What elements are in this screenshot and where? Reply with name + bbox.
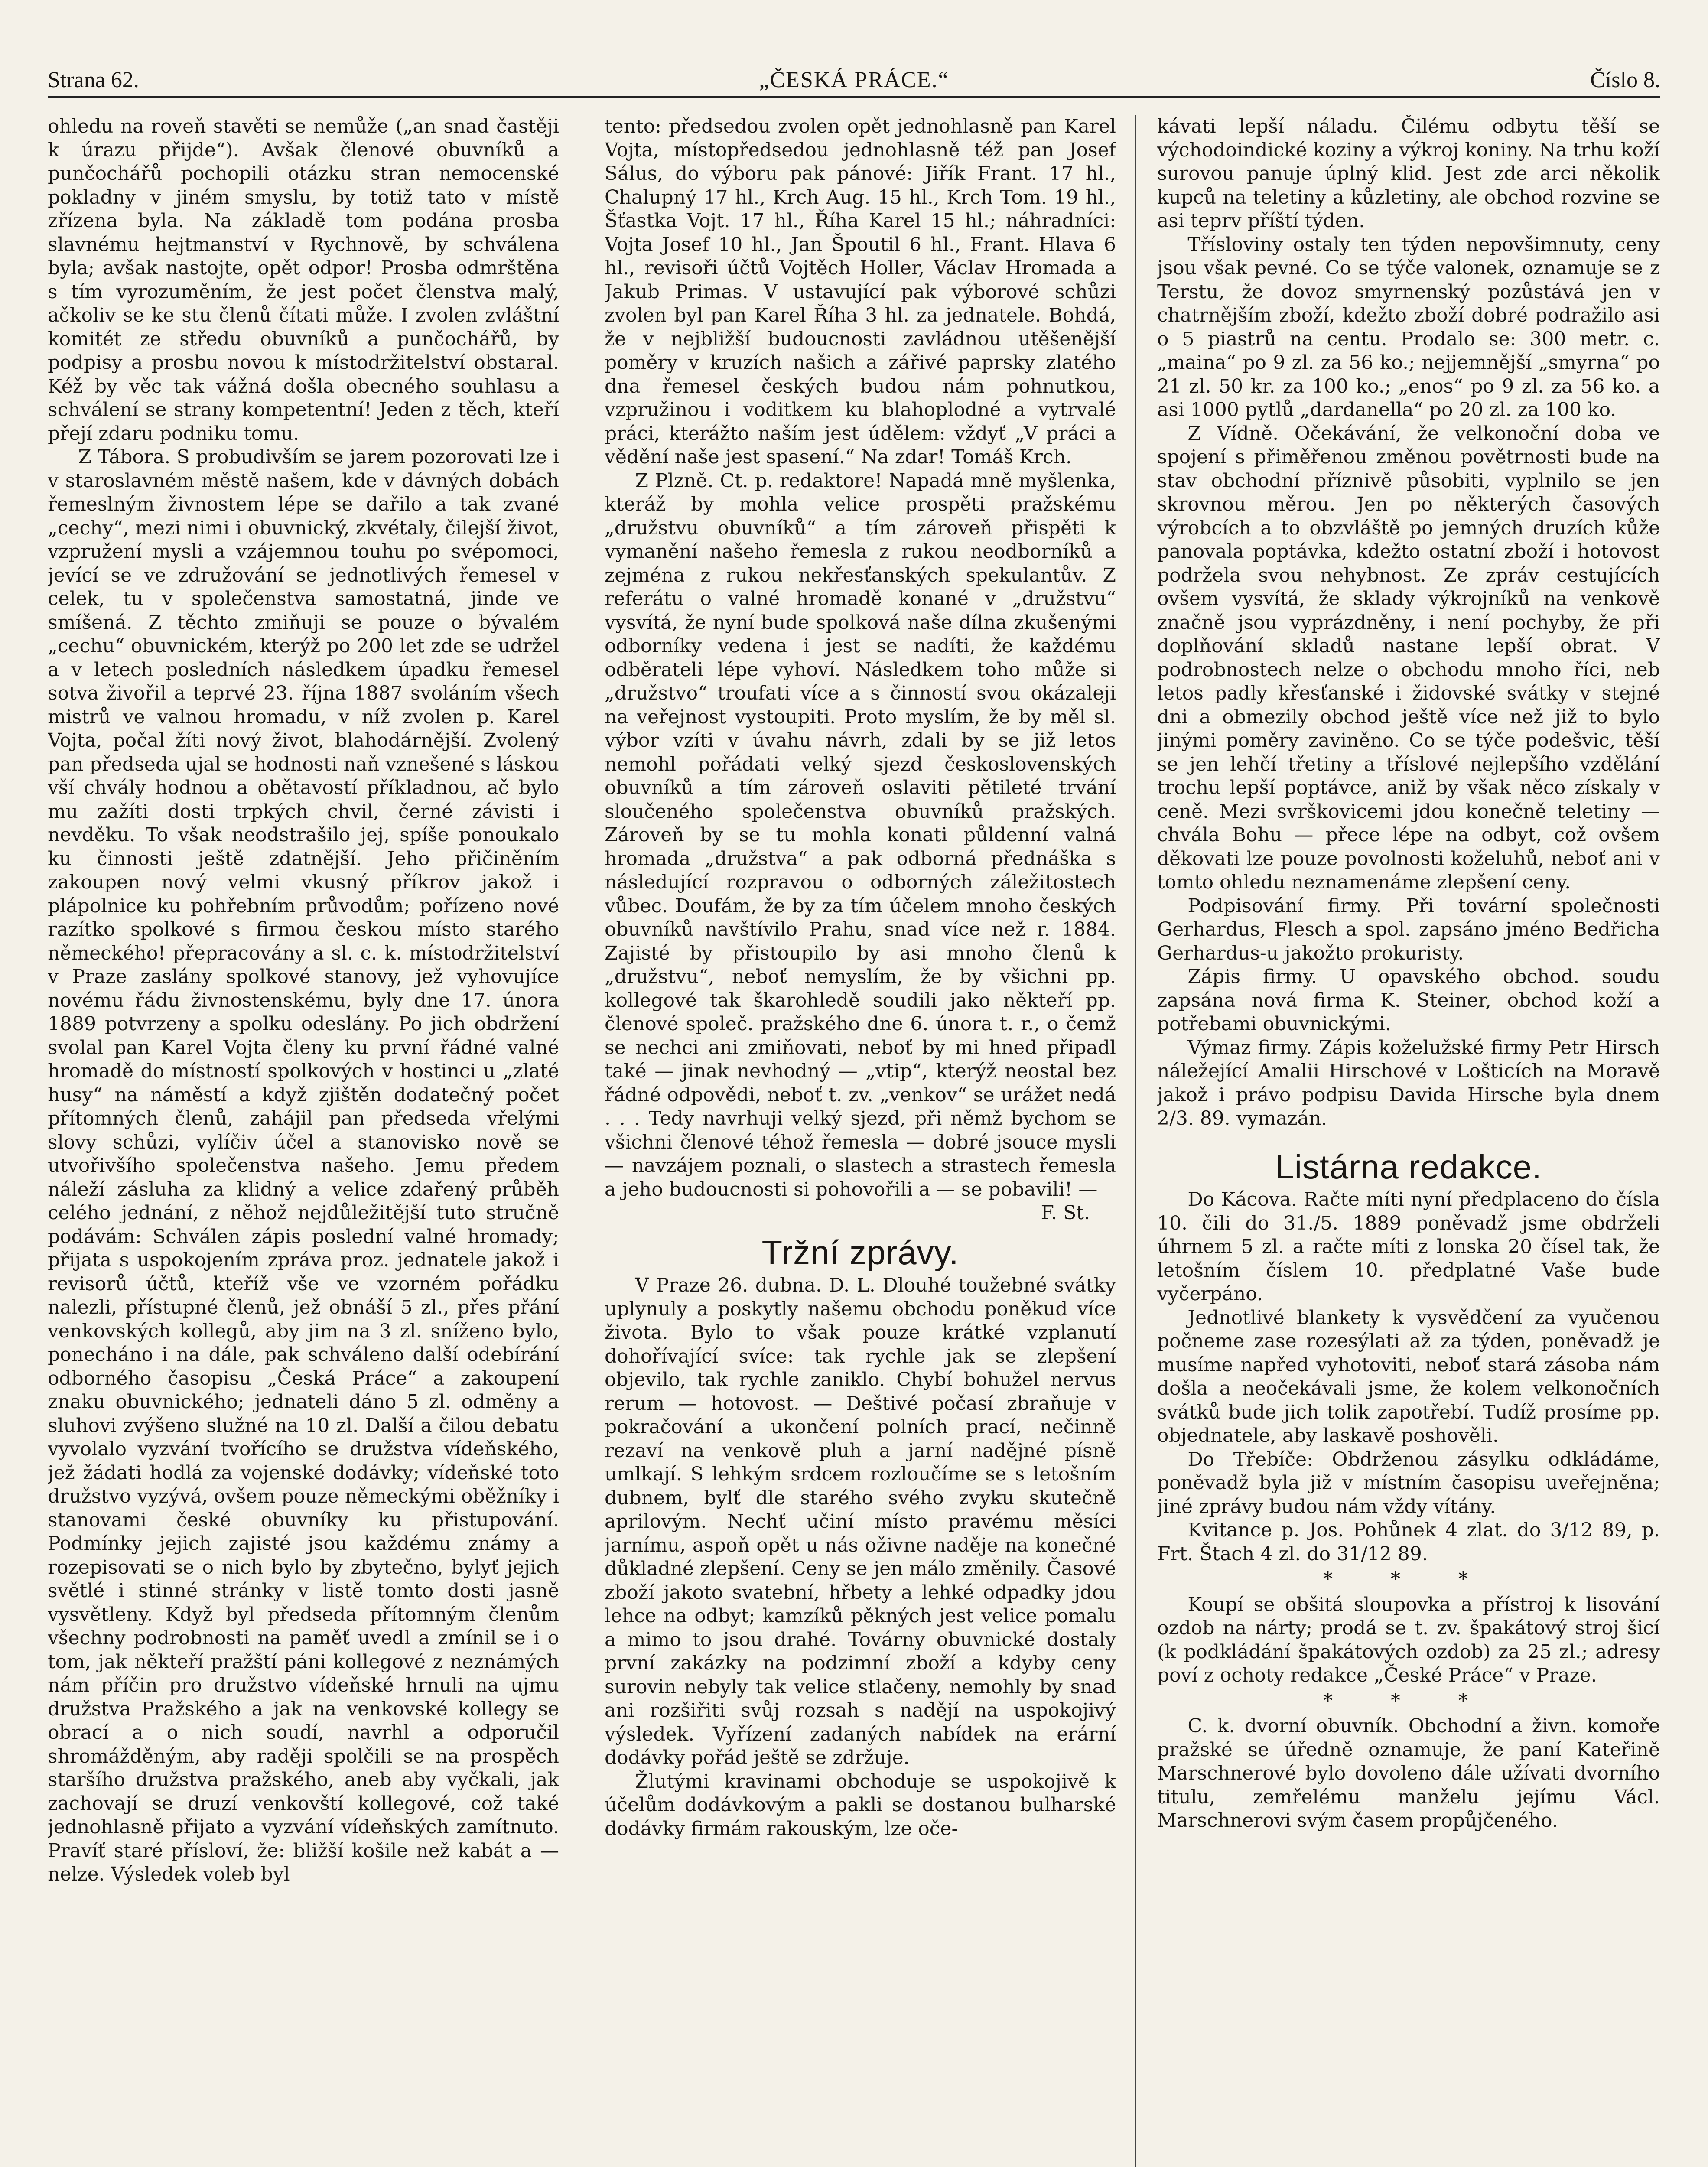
notice-vymaz-firmy: Výmaz firmy. Zápis koželužské firmy Petr Hirsch náležející Amalii Hirschové v Lošticích na Moravě jakož i právo podpisu Davida Hirsche byla dnem 2/3. 89. vymazán. <box>1157 1036 1660 1129</box>
issue-number: Číslo 8. <box>1590 68 1660 92</box>
column-divider <box>1135 115 1136 2167</box>
market-report-praha: V Praze 26. dubna. D. L. Dlouhé toužebné svátky uplynuly a poskytly našemu obchodu poněkud více života. Bylo to však pouze krátké vzplanutí dohořívající svíce: tak rychle jak se zlepšení objevilo, tak rychle zaniklo. Chybí bohužel nervus rerum — hotovost. — Deštivé počasí zbraňuje v pokračování a ukončení polních prací, nečinně rezaví na venkově pluh a jarní nadějné písně umlkají. S lehkým srdcem rozloučíme se s letošním dubnem, bylť dle starého svého zvyku skutečně aprilovým. Nechť učiní místo pravému měsíci jarnímu, aspoň opět u nás oživne naděje na konečné důkladné zlepšení. Ceny se jen málo změnily. Časové zboží jakoto svatební, hřbety a lehké odpadky jdou lehce na odbyt; kamzíků pěkných jest velice pomalu a mimo to jsou drahé. Továrny obuvnické dostaly první zakázky na podzimní zboží a kdyby ceny surovin nebyly tak velice stlačeny, nemohly by snad ani rozšiřiti svůj rozsah s nadějí na uspokojivý výsledek. Vyřízení zadaných nabídek na erární dodávky pořád ještě se zdržuje. <box>605 1274 1116 1769</box>
asterism: * * * <box>1323 1568 1494 1590</box>
market-report-viden: Z Vídně. Očekávání, že velkonoční doba ve spojení s přiměřenou změnou povětrnosti bude na stav obchodní příznivě působiti, vyplnilo se jen skrovnou měrou. Jen po některých časových výrobcích a to obzvláště po jemných druzích kůže panovala poptávka, kdežto ostatní zboží i hotovost podržela svou nehybnost. Ze zpráv cestujících ovšem vysvítá, že sklady výkrojníků na venkově značně jsou vyprázdněny, i není pochyby, že při doplňování skladů nastane lepší obrat. V podrobnostech nelze o obchodu mnoho říci, neb letos padly křesťanské i židovské svátky v stejné dni a obmezily obchod ještě více než již to bylo jinými poměry zaviněno. Co se týče podešvic, těší se jen lehčí třetiny a tříslové nejlepšího vzdělání trochu lepší poptávce, aniž by však něco získaly v ceně. Mezi svrškovicemi jdou konečně teletiny — chvála Bohu — přece lépe na odbyt, což ovšem děkovati lze pouze povolnosti koželuhů, neboť ani v tomto ohledu neznamenáme zlepšení ceny. <box>1157 422 1660 893</box>
asterism: * * * <box>1323 1689 1494 1712</box>
article-paragraph: ohledu na roveň stavěti se nemůže („an snad častěji k úrazu přijde“). Avšak členové obuvníků a punčochářů pochopili otázku stran nemocenské pokladny v jiném smyslu, by totiž tato v místě zřízena byla. Na základě tom podána prosba slavnému hejtmanství v Rychnově, by schválena byla; avšak nastojte, opět odpor! Prosba odmrštěna s tím vyrozuměním, že jest počet členstva malý, ačkoliv se ke stu členů čítati může. I zvolen zvláštní komitét ze středu obuvníků a punčochářů, by podpisy a prosbu novou k místodržitelství obstaral. Kéž by věc tak vážná došla obecného souhlasu a schválení se strany kompetentní! Jeden z těch, kteří přejí zdaru podniku tomu. <box>48 115 559 445</box>
page-number: Strana 62. <box>48 68 139 92</box>
letter-kvitance: Kvitance p. Jos. Pohůnek 4 zlat. do 3/12 89, p. Frt. Štach 4 zl. do 31/12 89. <box>1157 1519 1660 1565</box>
column-1 <box>48 115 559 2167</box>
letter-do-kacova: Do Kácova. Račte míti nyní předplaceno do čísla 10. čili do 31./5. 1889 poněvadž jsme obdrželi úhrnem 5 zl. a račte míti z lonska 20 čísel tak, že letošním číslem 10. předplatné Vaše bude vyčerpáno. <box>1157 1188 1660 1305</box>
section-title-listarna: Listárna redakce. <box>1275 1147 1542 1186</box>
notice-dvorni-obuvnik: C. k. dvorní obuvník. Obchodní a živn. komoře pražské se úředně oznamuje, že paní Kateřině Marschnerové bylo dovoleno dále užívati dvorního titulu, zemřelému manželu jejímu Václ. Marschnerovi svým časem propůjčeného. <box>1157 1715 1660 1832</box>
section-title-trzni-zpravy: Tržní zprávy. <box>761 1233 959 1272</box>
notice-podpisovani-firmy: Podpisování firmy. Při tovární společnosti Gerhardus, Flesch a spol. zapsáno jméno Bedřicha Gerhardus-u jakožto prokuristy. <box>1157 895 1660 964</box>
article-paragraph: tento: předsedou zvolen opět jednohlasně pan Karel Vojta, místopředsedou jednohlasně též pan Josef Sálus, do výboru pak pánové: Jiřík Frant. 17 hl., Chalupný 17 hl., Krch Aug. 15 hl., Krch Tom. 19 hl., Šťastka Vojt. 17 hl., Říha Karel 15 hl.; náhradníci: Vojta Josef 10 hl., Jan Špoutil 6 hl., Frant. Hlava 6 hl., revisoři účtů Vojtěch Holler, Václav Hromada a Jakub Primas. V ustavující pak výborové schůzi zvolen byl pan Karel Říha 3 hl. za jednatele. Bohdá, že v nejbližší budoucnosti zavládnou utěšenější poměry v kruzích našich a zářivé paprsky zlatého dna řemesel českých budou nám pohnutkou, vzpružinou i voditkem ku blahoplodné a vytrvalé práci, kterážto naším jest údělem: vždyť „V práci a vědění naše jest spasení.“ Na zdar! Tomáš Krch. <box>605 115 1116 468</box>
market-report-kraviny: Žlutými kravinami obchoduje se uspokojivě k účelům dodávkovým a pakli se dostanou bulharské dodávky firmám rakouským, lze oče- <box>605 1770 1116 1840</box>
signature: F. St. <box>1041 1202 1090 1224</box>
journal-title: „ČESKÁ PRÁCE.“ <box>759 68 949 92</box>
letter-blankety: Jednotlivé blankety k vysvědčení za vyučenou počneme zase rozesýlati až za týden, poněvadž je musíme napřed vyhotoviti, neboť stará zásoba nám došla a neočekávali jsme, že kolem velkonočních svátků bude jich tolik zapotřebí. Tudíž prosíme pp. objednatele, aby laskavě poshověli. <box>1157 1306 1660 1447</box>
market-report-trisloviny: Třísloviny ostaly ten týden nepovšimnuty, ceny jsou však pevné. Co se týče valonek, oznamuje se z Terstu, že dovoz smyrnenský pozůstává jen v chatrnějším zboží, kdežto zboží dobré podražilo asi o 5 piastrů na centu. Prodalo se: 300 metr. c. „maina“ po 9 zl. za 56 ko.; nejjemnější „smyrna“ po 21 zl. 50 kr. za 100 ko.; „enos“ po 9 zl. za 56 ko. a asi 1000 pytlů „dardanella“ po 20 zl. za 100 ko. <box>1157 233 1660 421</box>
market-report-cont: kávati lepší náladu. Čilému odbytu těší se východoindické koziny a výkroj koniny. Na trhu koží surovou panuje úplný klid. Jest zde arci několik kupců na teletiny a kůzletiny, ale obchod rozvine se asi teprv příští týden. <box>1157 115 1660 232</box>
column-2 <box>605 115 1116 2167</box>
notice-zapis-firmy: Zápis firmy. U opavského obchod. soudu zapsána nová firma K. Steiner, obchod koží a potřebami obuvnickými. <box>1157 966 1660 1035</box>
letter-do-trebice: Do Třebíče: Obdrženou zásylku odkládáme, poněvadž byla již v místním časopisu uveřejněna; jiné zprávy budou nám vždy vítány. <box>1157 1448 1660 1518</box>
page-header <box>48 54 1660 98</box>
article-z-tabora: Z Tábora. S probudivším se jarem pozorovati lze i v staroslavném městě našem, kde v dávných dobách řemeslným živnostem lépe se dařilo a tak zvané „cechy“, mezi nimi i obuvnický, zkvétaly, čilejší život, vzpružení mysli a vzájemnou touhu po svépomoci, jevící se ve združování se jednotlivých řemesel v celek, tu v společenstva samostatná, jinde ve smíšená. Z těchto zmiňuji se pouze o bývalém „cechu“ obuvnickém, kterýž po 200 let zde se udržel a v letech posledních následkem úpadku řemesel sotva živořil a teprvé 23. října 1887 svoláním všech mistrů ve valnou hromadu, v níž zvolen p. Karel Vojta, počal žíti nový život, blahodárnější. Zvolený pan předseda ujal se hodnosti naň vznešené s láskou vší chvály hodnou a obětavostí příkladnou, ač bylo mu zažíti dosti trpkých chvil, černé závisti i nevděku. To však neodstrašilo jej, spíše ponoukalo ku činnosti ještě zdatnější. Jeho přičiněním zakoupen nový velmi vkusný příkrov jakož i plápolnice ku pohřebním průvodům; pořízeno nové razítko spolkové s firmou českou místo starého německého! přepracovány a sl. c. k. místodržitelství v Praze zaslány spolkové stanovy, jež vyhovujíce novému řádu živnostenskému, byly dne 17. února 1889 potvrzeny a spolku odeslány. Po jich obdržení svolal pan Karel Vojta členy ku první řádné valné hromadě do místností spolkových v hostinci u „zlaté husy“ na náměstí a když zjištěn dodatečný počet přítomných členů, zahájil pan předseda vřelými slovy schůzi, vylíčiv účel a stanovisko nově se utvořivšího společenstva našeho. Jemu předem náleží zásluha za klidný a velice zdařený průběh celého jednání, z něhož nejdůležitější tuto stručně podávám: Schválen zápis poslední valné hromady; přijata s uspokojením zpráva proz. jednatele jakož i revisorů účtů, kteříž vše ve vzorném pořádku nalezli, přístupné členů, jež obnáší 5 zl., přes přání venkovských kollegů, aby jim na 3 zl. sníženo bylo, ponecháno i na dále, pak schváleno další odebírání odborného časopisu „Česká Práce“ a zakoupení znaku obuvnického; jednateli dáno 5 zl. odměny a sluhovi zvýšeno služné na 10 zl. Další a čilou debatu vyvolalo vyzvání tvořícího se družstva vídeňského, jež žádati hodlá za vojenské dodávky; vídeňské toto družstvo vyzývá, ovšem pouze německými oběžníky i stanovami české obuvníky ku přistupování. Podmínky jejich zajisté jsou každému známy a rozepisovati se o nich bylo by zbytečno, bylyť jejich světlé i stinné stránky v listě tomto dosti jasně vysvětleny. Když byl předseda přítomným členům všechny podrobnosti na paměť uvedl a zmínil se i o tom, jak někteří pražští páni kollegové z neznámých nám příčin pro družstvo vídeňské hrnuli na ujmu družstva Pražského a jak na venkovské kollegy se obrací a o nich soudí, navrhl a odporučil shromážděným, aby raději spolčili se na prospěch staršího družstva pražského, aneb aby vyčkali, jak zachovají se druzí venkovští kollegové, což také jednohlasně přijato a vyzvání vídeňských zamítnuto. Pravíť staré přísloví, že: bližší košile než kabát a — nelze. Výsledek voleb byl <box>48 446 559 1885</box>
header-rule <box>48 96 1660 101</box>
article-z-plzne: Z Plzně. Ct. p. redaktore! Napadá mně myšlenka, kteráž by mohla velice prospěti pražskému „družstvu obuvníků“ a tím zároveň přispěti k vymanění našeho řemesla z rukou neodborníků a zejména z rukou nekřesťanských spekulantův. Z referátu o valné hromadě konané v „družstvu“ vysvítá, že nyní bude spolková naše dílna zkušenými odborníky vedena i jest se nadíti, že každému odběrateli lépe vyhoví. Následkem toho může si „družstvo“ troufati více a s činností svou okázaleji na veřejnost vystoupiti. Proto myslím, že by měl sl. výbor vzíti v úvahu návrh, zdali by se již letos nemohl pořádati velký sjezd československých obuvníků a tím zároveň oslaviti pětileté trvání sloučeného společenstva obuvníků pražských. Zároveň by se tu mohla konati půldenní valná hromada „družstva“ a pak odborná přednáška s následující rozpravou o odborných záležitostech vůbec. Doufám, že by za tím účelem mnoho českých obuvníků navštívilo Prahu, snad více než r. 1884. Zajisté by přistoupilo by asi mnoho členů k „družstvu“, neboť nemyslím, že by všichni pp. kollegové tak škarohledě soudili jako někteří pp. členové společ. pražského dne 6. února t. r., o čemž se nechci ani zmiňovati, neboť by mi hned připadl také — jinak nevhodný — „vtip“, kterýž neostal bez řádné odpovědi, neboť t. zv. „venkov“ se urážet nedá . . . Tedy navrhuji velký sjezd, při němž bychom se všichni členové téhož řemesla — dobré jsouce mysli — navzájem poznali, o slastech a strastech řemesla a jeho budoucnosti si pohovořili a — se pobavili! — <box>605 469 1116 1201</box>
ad-koupi-se: Koupí se obšitá sloupovka a přístroj k lisování ozdob na nárty; prodá se t. zv. špakátový stroj šicí (k podkládání špakátových ozdob) za 25 zl.; adresy poví z ochoty redakce „České Práce“ v Praze. <box>1157 1593 1660 1686</box>
column-3 <box>1157 115 1660 2167</box>
